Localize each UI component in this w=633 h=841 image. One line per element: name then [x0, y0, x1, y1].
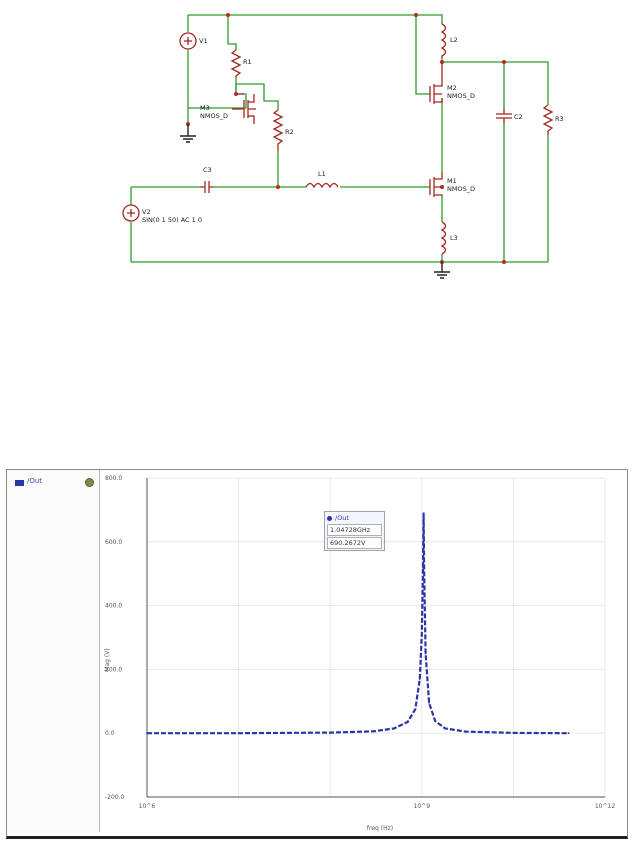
svg-text:NMOS_D: NMOS_D [447, 92, 475, 100]
svg-text:C2: C2 [514, 113, 523, 121]
svg-text:R2: R2 [285, 128, 294, 136]
trace-marker-readout[interactable] [324, 511, 385, 551]
x-axis-label: freq (Hz) [366, 825, 394, 832]
wires [131, 15, 548, 262]
y-tick-label: -200.0 [105, 794, 125, 801]
svg-text:NMOS_D: NMOS_D [200, 112, 228, 120]
ground-symbol [180, 124, 196, 142]
trace-point [373, 730, 375, 732]
resistor-r1 [232, 50, 252, 78]
trace-point [423, 512, 425, 514]
marker-trace-name: /Out [335, 514, 349, 522]
trace-point [146, 732, 148, 734]
trace-legend-label[interactable]: /Out [27, 477, 43, 485]
transistor-m2 [430, 62, 475, 104]
pin-icon[interactable] [85, 478, 94, 487]
svg-text:L2: L2 [450, 36, 458, 44]
ground-symbol-main [434, 262, 450, 278]
resistor-r2 [274, 110, 294, 150]
capacitor-c2 [496, 108, 523, 124]
x-tick-label: 10^9 [413, 803, 431, 810]
y-axis-label: Mag (V) [104, 648, 111, 672]
svg-text:R1: R1 [243, 58, 252, 66]
circuit-schematic [0, 0, 633, 300]
capacitor-c3 [200, 166, 214, 193]
y-tick-label: 400.0 [105, 602, 123, 610]
marker-frequency: 1.04728GHz [327, 524, 382, 536]
y-tick-label: 600.0 [105, 538, 123, 546]
trace-point [419, 678, 421, 680]
svg-text:V2: V2 [142, 208, 151, 216]
transistor-m1 [430, 172, 475, 197]
trace-legend-pane [7, 470, 100, 832]
marker-value: 690.2672V [327, 537, 382, 549]
plot-area[interactable] [99, 470, 626, 832]
trace-point [568, 732, 570, 734]
trace-point [434, 720, 436, 722]
svg-text:M2: M2 [447, 84, 457, 92]
svg-text:R3: R3 [555, 115, 564, 123]
svg-text:L3: L3 [450, 234, 458, 242]
trace-point [465, 731, 467, 733]
inductor-l2 [442, 24, 458, 58]
trace-point [513, 732, 515, 734]
inductor-l3 [442, 222, 458, 254]
trace-point [423, 566, 425, 568]
x-tick-label: 10^12 [594, 803, 616, 810]
inductor-l1 [306, 170, 338, 187]
svg-text:V1: V1 [199, 37, 208, 45]
voltage-source-v1 [180, 33, 208, 49]
trace-point [238, 732, 240, 734]
marker-dot-icon [327, 516, 332, 521]
resistor-r3 [544, 105, 564, 135]
y-tick-label: 200.0 [105, 666, 123, 674]
svg-text:M3: M3 [200, 104, 210, 112]
y-tick-label: 800.0 [105, 475, 123, 482]
svg-text:M1: M1 [447, 177, 457, 185]
transistor-m3 [200, 94, 256, 124]
x-tick-label: 10^6 [138, 803, 156, 810]
svg-text:SIN(0 1 50) AC 1 0: SIN(0 1 50) AC 1 0 [142, 216, 202, 224]
trace-point [414, 708, 416, 710]
trace-point [421, 633, 423, 635]
trace-point [407, 721, 409, 723]
y-tick-label: 0.0 [105, 730, 115, 738]
trace-point [393, 728, 395, 730]
trace-point [329, 732, 331, 734]
waveform-viewer-window [6, 469, 628, 839]
svg-text:L1: L1 [318, 170, 326, 178]
trace-point [425, 653, 427, 655]
svg-text:C3: C3 [203, 166, 212, 174]
trace-color-swatch[interactable] [15, 480, 24, 486]
trace-point [444, 728, 446, 730]
junction-nodes [186, 13, 506, 264]
svg-text:NMOS_D: NMOS_D [447, 185, 475, 193]
trace-point [428, 702, 430, 704]
voltage-source-v2 [123, 205, 202, 224]
